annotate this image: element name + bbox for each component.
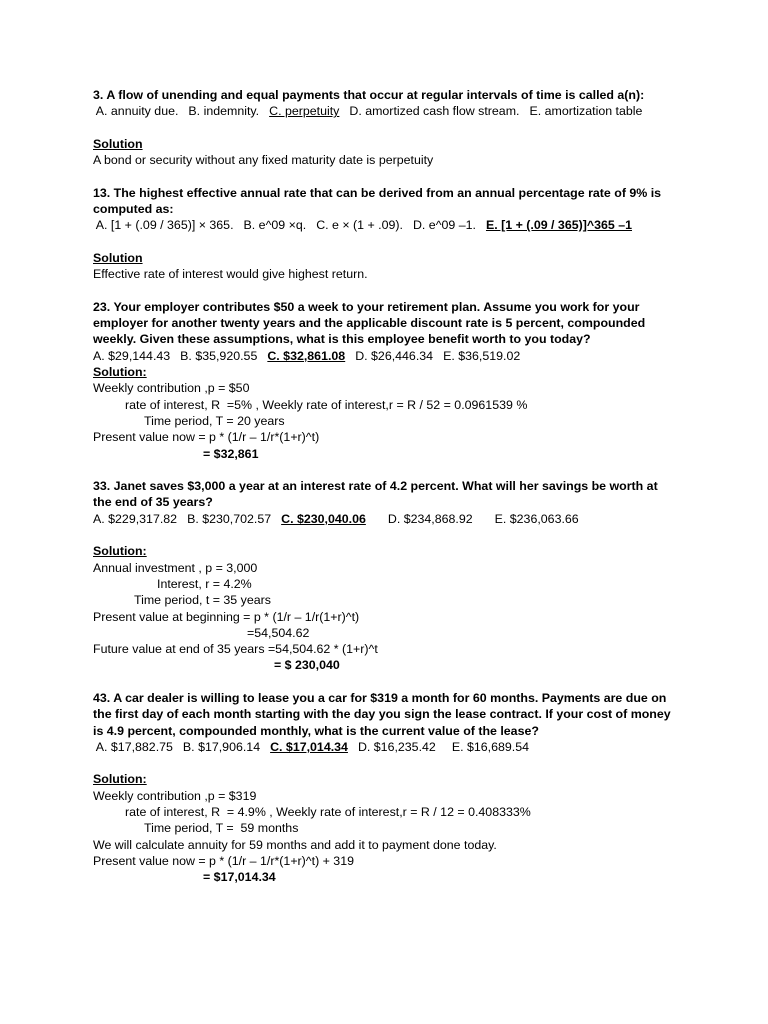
q43-solution-heading: Solution:: [93, 772, 147, 787]
q3-solution-heading: Solution: [93, 136, 143, 151]
q33-option-a: A. $229,317.82: [93, 511, 178, 526]
q33-solution-line-2: Interest, r = 4.2%: [157, 576, 252, 591]
q13-options: [93, 217, 733, 233]
q3-option-e: E. amortization table: [529, 104, 643, 119]
q33-solution-line-5: =54,504.62: [247, 625, 310, 640]
q23-option-b: B. $35,920.55: [180, 348, 258, 363]
q33-option-d: D. $234,868.92: [387, 511, 473, 526]
q33-solution-result: = $ 230,040: [274, 658, 340, 673]
q33-solution-line-3: Time period, t = 35 years: [134, 593, 271, 608]
q33-question-line-1: 33. Janet saves $3,000 a year at an interest rate of 4.2 percent. What will her savings be worth at: [93, 479, 658, 494]
q3-question: 3. A flow of unending and equal payments that occur at regular intervals of time is called a(n):: [93, 88, 645, 102]
q3-option-c: C. perpetuity: [269, 104, 340, 119]
q43-option-b: B. $17,906.14: [182, 739, 261, 754]
q13-option-d: D. e^09 –1.: [412, 218, 476, 233]
q23-solution-line-1: Weekly contribution ,p = $50: [93, 381, 250, 396]
q43-question-line-3: is 4.9 percent, compounded monthly, what is the current value of the lease?: [93, 723, 539, 738]
q3-options: [93, 103, 733, 119]
q23-option-d: D. $26,446.34: [355, 348, 434, 363]
q23-question-line-2: employer for another twenty years and the applicable discount rate is 5 percent, compounded: [93, 316, 646, 331]
q43-solution-line-2: rate of interest, R = 4.9% , Weekly rate of interest,r = R / 12 = 0.408333%: [125, 805, 531, 820]
q23-solution-result: = $32,861: [203, 446, 259, 461]
q33-solution-line-1: Annual investment , p = 3,000: [93, 560, 258, 575]
q43-option-d: D. $16,235.42: [357, 739, 436, 754]
q23-option-e: E. $36,519.02: [443, 348, 521, 363]
q43-solution-line-5: Present value now = p * (1/r – 1/r*(1+r)^t) + 319: [93, 853, 354, 868]
document-page: [93, 87, 733, 886]
q3-option-b: B. indemnity.: [188, 104, 260, 119]
q13-option-c: C. e × (1 + .09).: [316, 218, 403, 233]
q33-solution-line-4: Present value at beginning = p * (1/r – 1/r(1+r)^t): [93, 609, 360, 624]
q33-solution-heading: Solution:: [93, 544, 147, 559]
q13-option-a: A. [1 + (.09 / 365)] × 365.: [93, 218, 234, 233]
q23-solution-line-2: rate of interest, R =5% , Weekly rate of interest,r = R / 52 = 0.0961539 %: [125, 397, 528, 412]
q23-solution-line-4: Present value now = p * (1/r – 1/r*(1+r)^t): [93, 430, 320, 445]
q23-question-line-1: 23. Your employer contributes $50 a week to your retirement plan. Assume you work for your: [93, 299, 640, 314]
q13-option-e: E. [1 + (.09 / 365)]^365 –1: [485, 218, 632, 233]
q23-option-a: A. $29,144.43: [93, 348, 171, 363]
q23-question-line-3: weekly. Given these assumptions, what is this employee benefit worth to you today?: [93, 332, 591, 347]
q23-solution-heading: Solution:: [93, 365, 147, 380]
q33-solution-line-6: Future value at end of 35 years =54,504.62 * (1+r)^t: [93, 642, 378, 657]
q13-question-line-1: 13. The highest effective annual rate that can be derived from an annual percentage rate of 9% is: [93, 185, 662, 200]
q13-option-b: B. e^09 ×q.: [243, 218, 307, 233]
q43-option-c: C. $17,014.34: [270, 739, 348, 754]
q3-solution-text: A bond or security without any fixed maturity date is perpetuity: [93, 153, 434, 168]
q23-options: [93, 348, 733, 364]
q33-options: [93, 511, 733, 527]
q33-question-line-2: the end of 35 years?: [93, 495, 213, 510]
q13-solution-heading: Solution: [93, 250, 143, 265]
q13-question-line-2: computed as:: [93, 202, 174, 217]
q23-option-c: C. $32,861.08: [267, 348, 346, 363]
q3-option-d: D. amortized cash flow stream.: [349, 104, 520, 119]
q43-question-line-1: 43. A car dealer is willing to lease you a car for $319 a month for 60 months. Payments are due on: [93, 690, 667, 705]
q43-option-a: A. $17,882.75: [93, 739, 173, 754]
q13-solution-text: Effective rate of interest would give highest return.: [93, 267, 368, 282]
q43-option-e: E. $16,689.54: [451, 739, 529, 754]
q43-question-line-2: the first day of each month starting with the day you sign the lease contract. If your cost of money: [93, 707, 671, 722]
q43-solution-line-4: We will calculate annuity for 59 months and add it to payment done today.: [93, 837, 497, 852]
q33-option-b: B. $230,702.57: [187, 511, 272, 526]
q43-solution-line-1: Weekly contribution ,p = $319: [93, 788, 257, 803]
q33-option-e: E. $236,063.66: [494, 511, 579, 526]
q43-solution-line-3: Time period, T = 59 months: [144, 821, 299, 836]
q43-solution-result: = $17,014.34: [203, 870, 276, 885]
q23-solution-line-3: Time period, T = 20 years: [144, 413, 285, 428]
q43-options: [93, 739, 733, 755]
q33-option-c: C. $230,040.06: [281, 511, 366, 526]
q3-option-a: A. annuity due.: [93, 104, 179, 119]
